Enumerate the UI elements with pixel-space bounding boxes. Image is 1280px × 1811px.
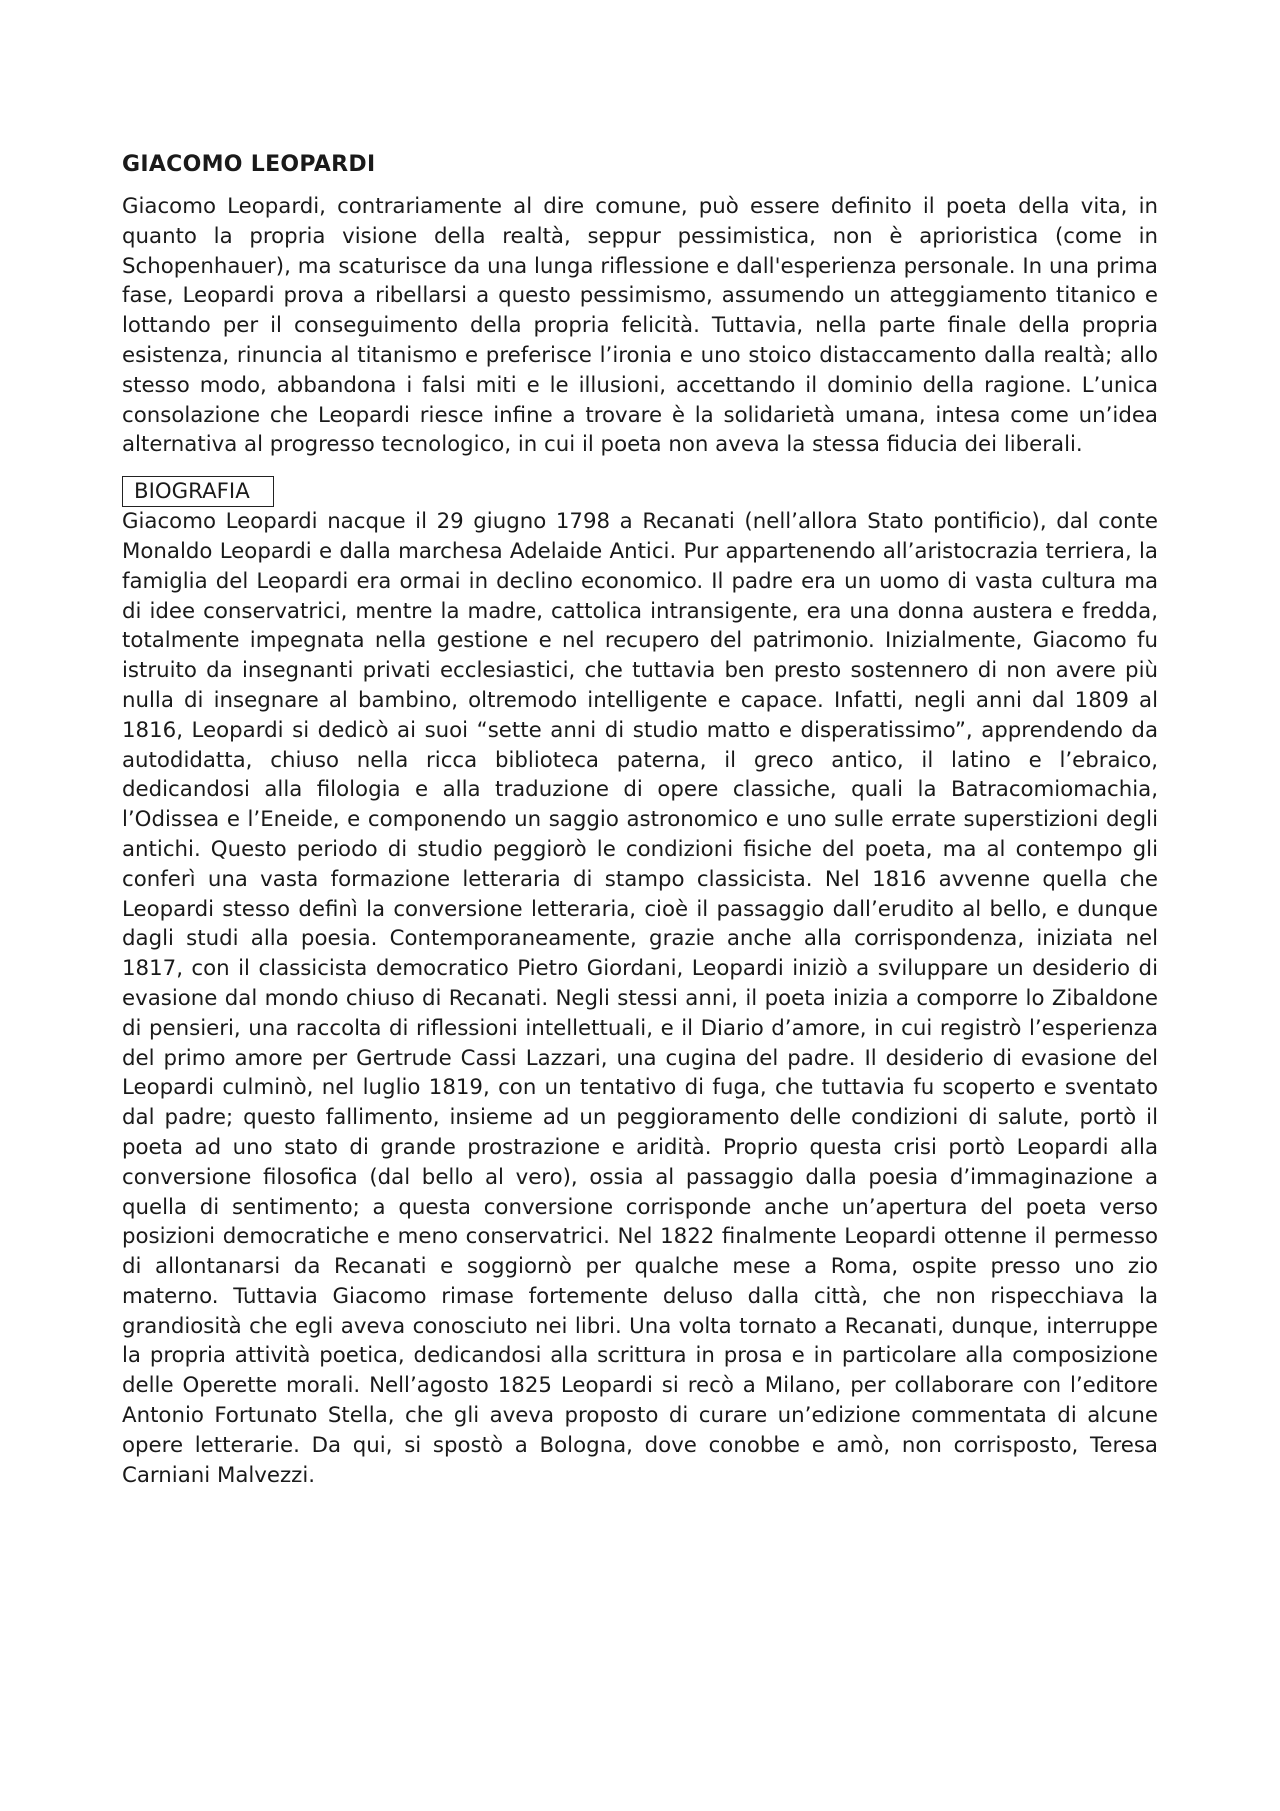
- intro-paragraph: Giacomo Leopardi, contrariamente al dire comune, può essere definito il poeta della vita, in quanto la propria visione della realtà, seppur pessimistica, non è aprioristica (come in Schopenhauer), ma scaturisce da una lunga riflessione e dall'esperienza personale. In una prima fase, Leopardi prova a ribellarsi a questo pessimismo, assumendo un atteggiamento titanico e lottando per il conseguimento della propria felicità. Tuttavia, nella parte finale della propria esistenza, rinuncia al titanismo e preferisce l’ironia e uno stoico distaccamento dalla realtà; allo stesso modo, abbandona i falsi miti e le illusioni, accettando il dominio della ragione. L’unica consolazione che Leopardi riesce infine a trovare è la solidarietà umana, intesa come un’idea alternativa al progresso tecnologico, in cui il poeta non aveva la stessa fiducia dei liberali.: [122, 194, 1158, 458]
- biography-paragraph: Giacomo Leopardi nacque il 29 giugno 1798 a Recanati (nell’allora Stato pontificio), dal conte Monaldo Leopardi e dalla marchesa Adelaide Antici. Pur appartenendo all’aristocrazia terriera, la famiglia del Leopardi era ormai in declino economico. Il padre era un uomo di vasta cultura ma di idee conservatrici, mentre la madre, cattolica intransigente, era una donna austera e fredda, totalmente impegnata nella gestione e nel recupero del patrimonio. Inizialmente, Giacomo fu istruito da insegnanti privati ecclesiastici, che tuttavia ben presto sostennero di non avere più nulla di insegnare al bambino, oltremodo intelligente e capace. Infatti, negli anni dal 1809 al 1816, Leopardi si dedicò ai suoi “sette anni di studio matto e disperatissimo”, apprendendo da autodidatta, chiuso nella ricca biblioteca paterna, il greco antico, il latino e l’ebraico, dedicandosi alla filologia e alla traduzione di opere classiche, quali la Batracomiomachia, l’Odissea e l’Eneide, e componendo un saggio astronomico e uno sulle errate superstizioni degli antichi. Questo periodo di studio peggiorò le condizioni fisiche del poeta, ma al contempo gli conferì una vasta formazione letteraria di stampo classicista. Nel 1816 avvenne quella che Leopardi stesso definì la conversione letteraria, cioè il passaggio dall’erudito al bello, e dunque dagli studi alla poesia. Contemporaneamente, grazie anche alla corrispondenza, iniziata nel 1817, con il classicista democratico Pietro Giordani, Leopardi iniziò a sviluppare un desiderio di evasione dal mondo chiuso di Recanati. Negli stessi anni, il poeta inizia a comporre lo Zibaldone di pensieri, una raccolta di riflessioni intellettuali, e il Diario d’amore, in cui registrò l’esperienza del primo amore per Gertrude Cassi Lazzari, una cugina del padre. Il desiderio di evasione del Leopardi culminò, nel luglio 1819, con un tentativo di fuga, che tuttavia fu scoperto e sventato dal padre; questo fallimento, insieme ad un peggioramento delle condizioni di salute, portò il poeta ad uno stato di grande prostrazione e aridità. Proprio questa crisi portò Leopardi alla conversione filosofica (dal bello al vero), ossia al passaggio dalla poesia d’immaginazione a quella di sentimento; a questa conversione corrisponde anche un’apertura del poeta verso posizioni democratiche e meno conservatrici. Nel 1822 finalmente Leopardi ottenne il permesso di allontanarsi da Recanati e soggiornò per qualche mese a Roma, ospite presso uno zio materno. Tuttavia Giacomo rimase fortemente deluso dalla città, che non rispecchiava la grandiosità che egli aveva conosciuto nei libri. Una volta tornato a Recanati, dunque, interruppe la propria attività poetica, dedicandosi alla scrittura in prosa e in particolare alla composizione delle Operette morali. Nell’agosto 1825 Leopardi si recò a Milano, per collaborare con l’editore Antonio Fortunato Stella, che gli aveva proposto di curare un’edizione commentata di alcune opere letterarie. Da qui, si spostò a Bologna, dove conobbe e amò, non corrisposto, Teresa Carniani Malvezzi.: [122, 509, 1158, 1488]
- document-title: GIACOMO LEOPARDI: [122, 152, 376, 177]
- section-heading-box: BIOGRAFIA: [122, 476, 274, 507]
- document-page: [122, 150, 1158, 1490]
